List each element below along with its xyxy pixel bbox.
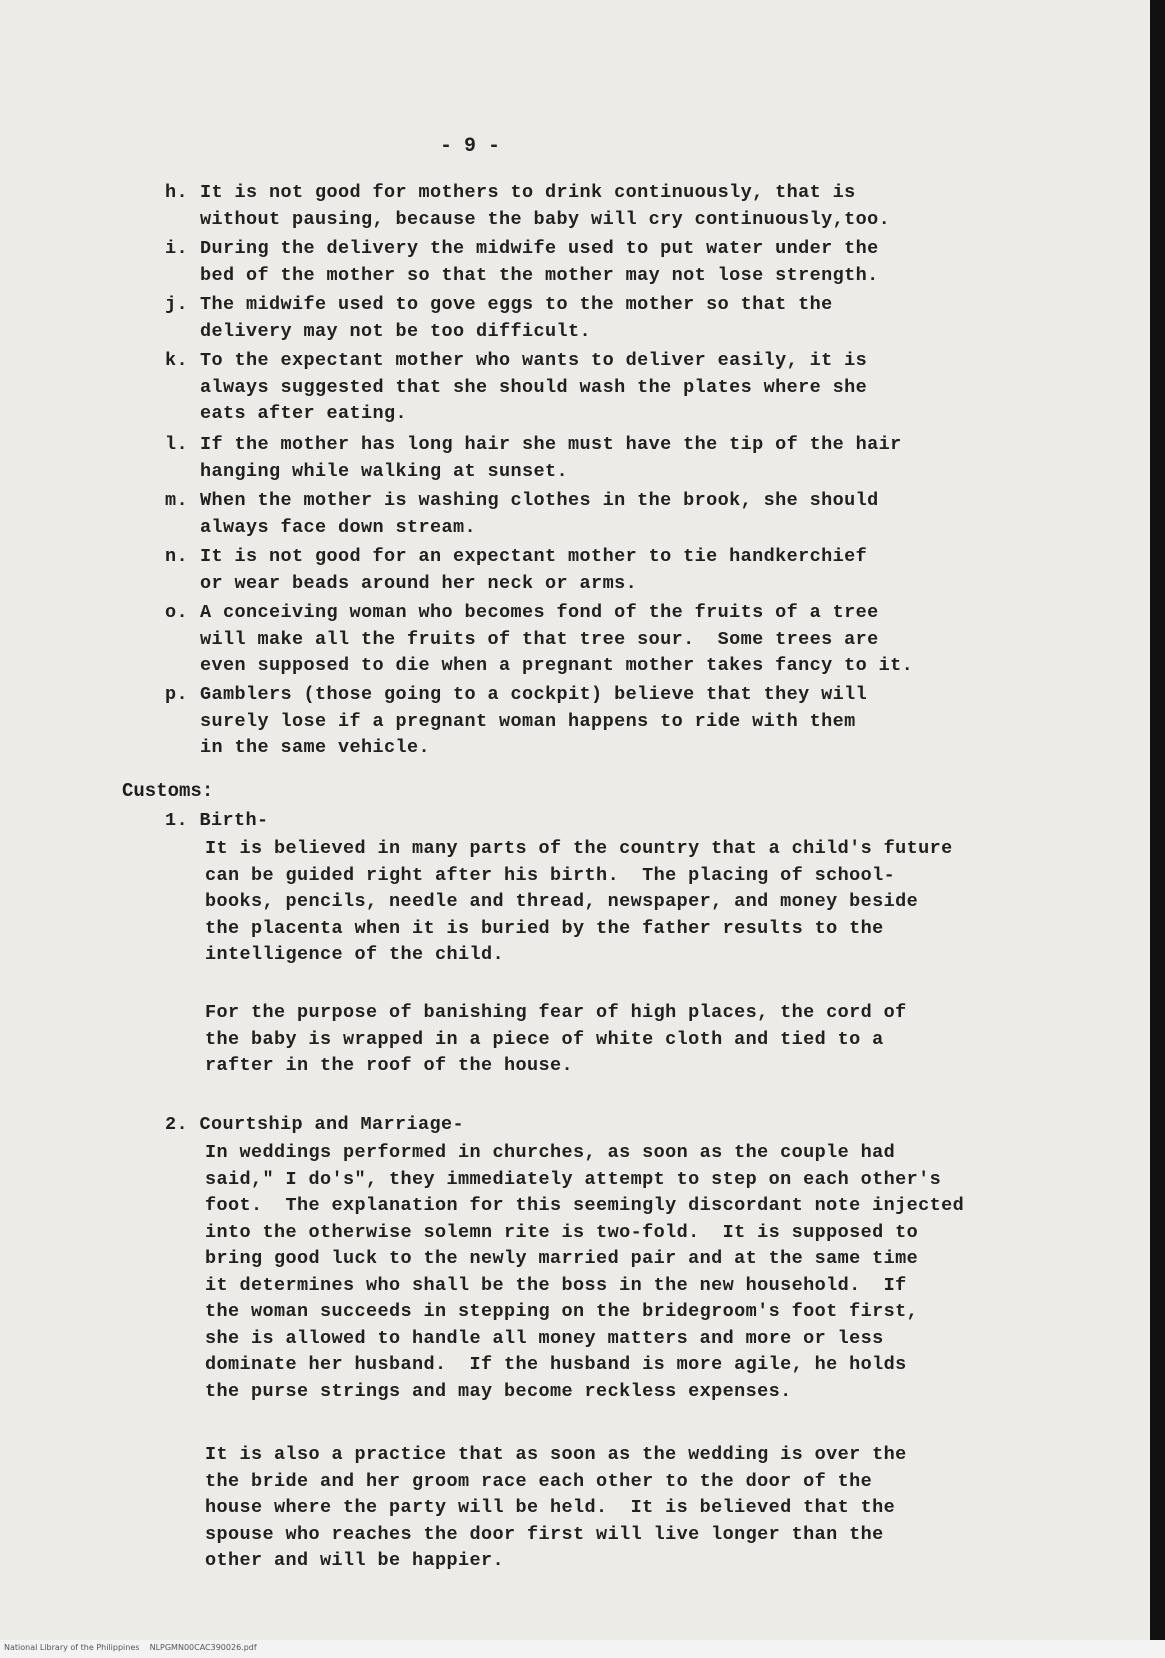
- belief-item-m: [165, 488, 879, 541]
- para-line: it determines who shall be the boss in the new household. If: [205, 1274, 907, 1296]
- belief-item-l: [165, 432, 902, 485]
- item-line: Gamblers (those going to a cockpit) believe that they will: [200, 684, 868, 705]
- para-line: dominate her husband. If the husband is more agile, he holds: [205, 1354, 907, 1375]
- item-line: will make all the fruits of that tree sour. Some trees are: [200, 628, 879, 650]
- item-marker: j.: [165, 294, 189, 315]
- page-number: - 9 -: [440, 135, 501, 158]
- para-line: said," I do's", they immediately attempt to step on each other's: [205, 1168, 942, 1190]
- item-line: or wear beads around her neck or arms.: [200, 572, 638, 594]
- para-line: books, pencils, needle and thread, newspaper, and money beside: [205, 891, 919, 912]
- belief-item-k: [165, 348, 867, 428]
- scan-dark-edge: [1150, 0, 1165, 1640]
- para-line: house where the party will be held. It is believed that the: [205, 1497, 896, 1518]
- para-line: rafter in the roof of the house.: [205, 1055, 574, 1076]
- para-line: the woman succeeds in stepping on the bridegroom's foot first,: [205, 1301, 919, 1322]
- para-line: the purse strings and may become reckless expenses.: [205, 1380, 792, 1402]
- item-line: It is not good for an expectant mother to tie handkerchief: [200, 546, 868, 567]
- marriage-paragraph-2: [205, 1442, 907, 1575]
- para-line: the placenta when it is buried by the father results to the: [205, 917, 884, 939]
- para-line: bring good luck to the newly married pair and at the same time: [205, 1248, 919, 1269]
- item-line: without pausing, because the baby will cry continuously,too.: [200, 208, 891, 230]
- para-line: spouse who reaches the door first will live longer than the: [205, 1523, 884, 1545]
- belief-item-o: [165, 600, 913, 680]
- para-line: intelligence of the child.: [205, 944, 505, 965]
- item-marker: m.: [165, 490, 189, 511]
- item-line: even supposed to die when a pregnant mother takes fancy to it.: [200, 655, 914, 676]
- belief-item-p: [165, 682, 867, 762]
- para-line: It is believed in many parts of the country that a child's future: [205, 838, 953, 859]
- para-line: In weddings performed in churches, as soon as the couple had: [205, 1142, 896, 1163]
- item-line: When the mother is washing clothes in the brook, she should: [200, 490, 879, 511]
- item-marker: o.: [165, 602, 189, 623]
- item-marker: k.: [165, 350, 189, 371]
- item-line: If the mother has long hair she must have the tip of the hair: [200, 434, 902, 455]
- belief-item-j: [165, 292, 833, 345]
- belief-item-i: [165, 236, 879, 289]
- birth-title: 1. Birth-: [165, 810, 269, 831]
- item-line: The midwife used to gove eggs to the mother so that the: [200, 294, 833, 315]
- item-marker: n.: [165, 546, 189, 567]
- item-line: During the delivery the midwife used to put water under the: [200, 238, 879, 259]
- item-line: delivery may not be too difficult.: [200, 320, 592, 342]
- item-line: surely lose if a pregnant woman happens to ride with them: [200, 710, 856, 732]
- para-line: the bride and her groom race each other to the door of the: [205, 1470, 873, 1492]
- item-line: always suggested that she should wash the plates where she: [200, 376, 868, 398]
- birth-paragraph-1: [205, 836, 953, 969]
- item-line: To the expectant mother who wants to deliver easily, it is: [200, 350, 868, 371]
- item-line: eats after eating.: [200, 403, 408, 424]
- item-marker: h.: [165, 182, 189, 203]
- para-line: For the purpose of banishing fear of high places, the cord of: [205, 1002, 907, 1023]
- item-line: A conceiving woman who becomes fond of the fruits of a tree: [200, 602, 879, 623]
- item-marker: p.: [165, 684, 189, 705]
- para-line: into the otherwise solemn rite is two-fold. It is supposed to: [205, 1221, 919, 1243]
- para-line: It is also a practice that as soon as the wedding is over the: [205, 1444, 907, 1465]
- para-line: she is allowed to handle all money matters and more or less: [205, 1327, 884, 1349]
- item-marker: i.: [165, 238, 189, 259]
- footer-bar: [0, 1640, 1165, 1658]
- item-line: bed of the mother so that the mother may not lose strength.: [200, 264, 879, 286]
- footer-text: National Library of the Philippines NLPGMN00CAC390026.pdf: [4, 1643, 257, 1652]
- item-marker: l.: [165, 434, 189, 455]
- marriage-title: 2. Courtship and Marriage-: [165, 1114, 465, 1135]
- item-line: hanging while walking at sunset.: [200, 460, 569, 482]
- belief-item-n: [165, 544, 867, 597]
- para-line: foot. The explanation for this seemingly discordant note injected: [205, 1195, 965, 1216]
- para-line: can be guided right after his birth. The placing of school-: [205, 864, 896, 886]
- item-line: in the same vehicle.: [200, 737, 431, 758]
- para-line: other and will be happier.: [205, 1550, 505, 1571]
- item-line: always face down stream.: [200, 516, 477, 538]
- marriage-paragraph-1: [205, 1140, 964, 1405]
- para-line: the baby is wrapped in a piece of white cloth and tied to a: [205, 1028, 884, 1050]
- belief-item-h: [165, 180, 890, 233]
- item-line: It is not good for mothers to drink continuously, that is: [200, 182, 856, 203]
- birth-paragraph-2: [205, 1000, 907, 1080]
- customs-heading: Customs:: [122, 780, 214, 802]
